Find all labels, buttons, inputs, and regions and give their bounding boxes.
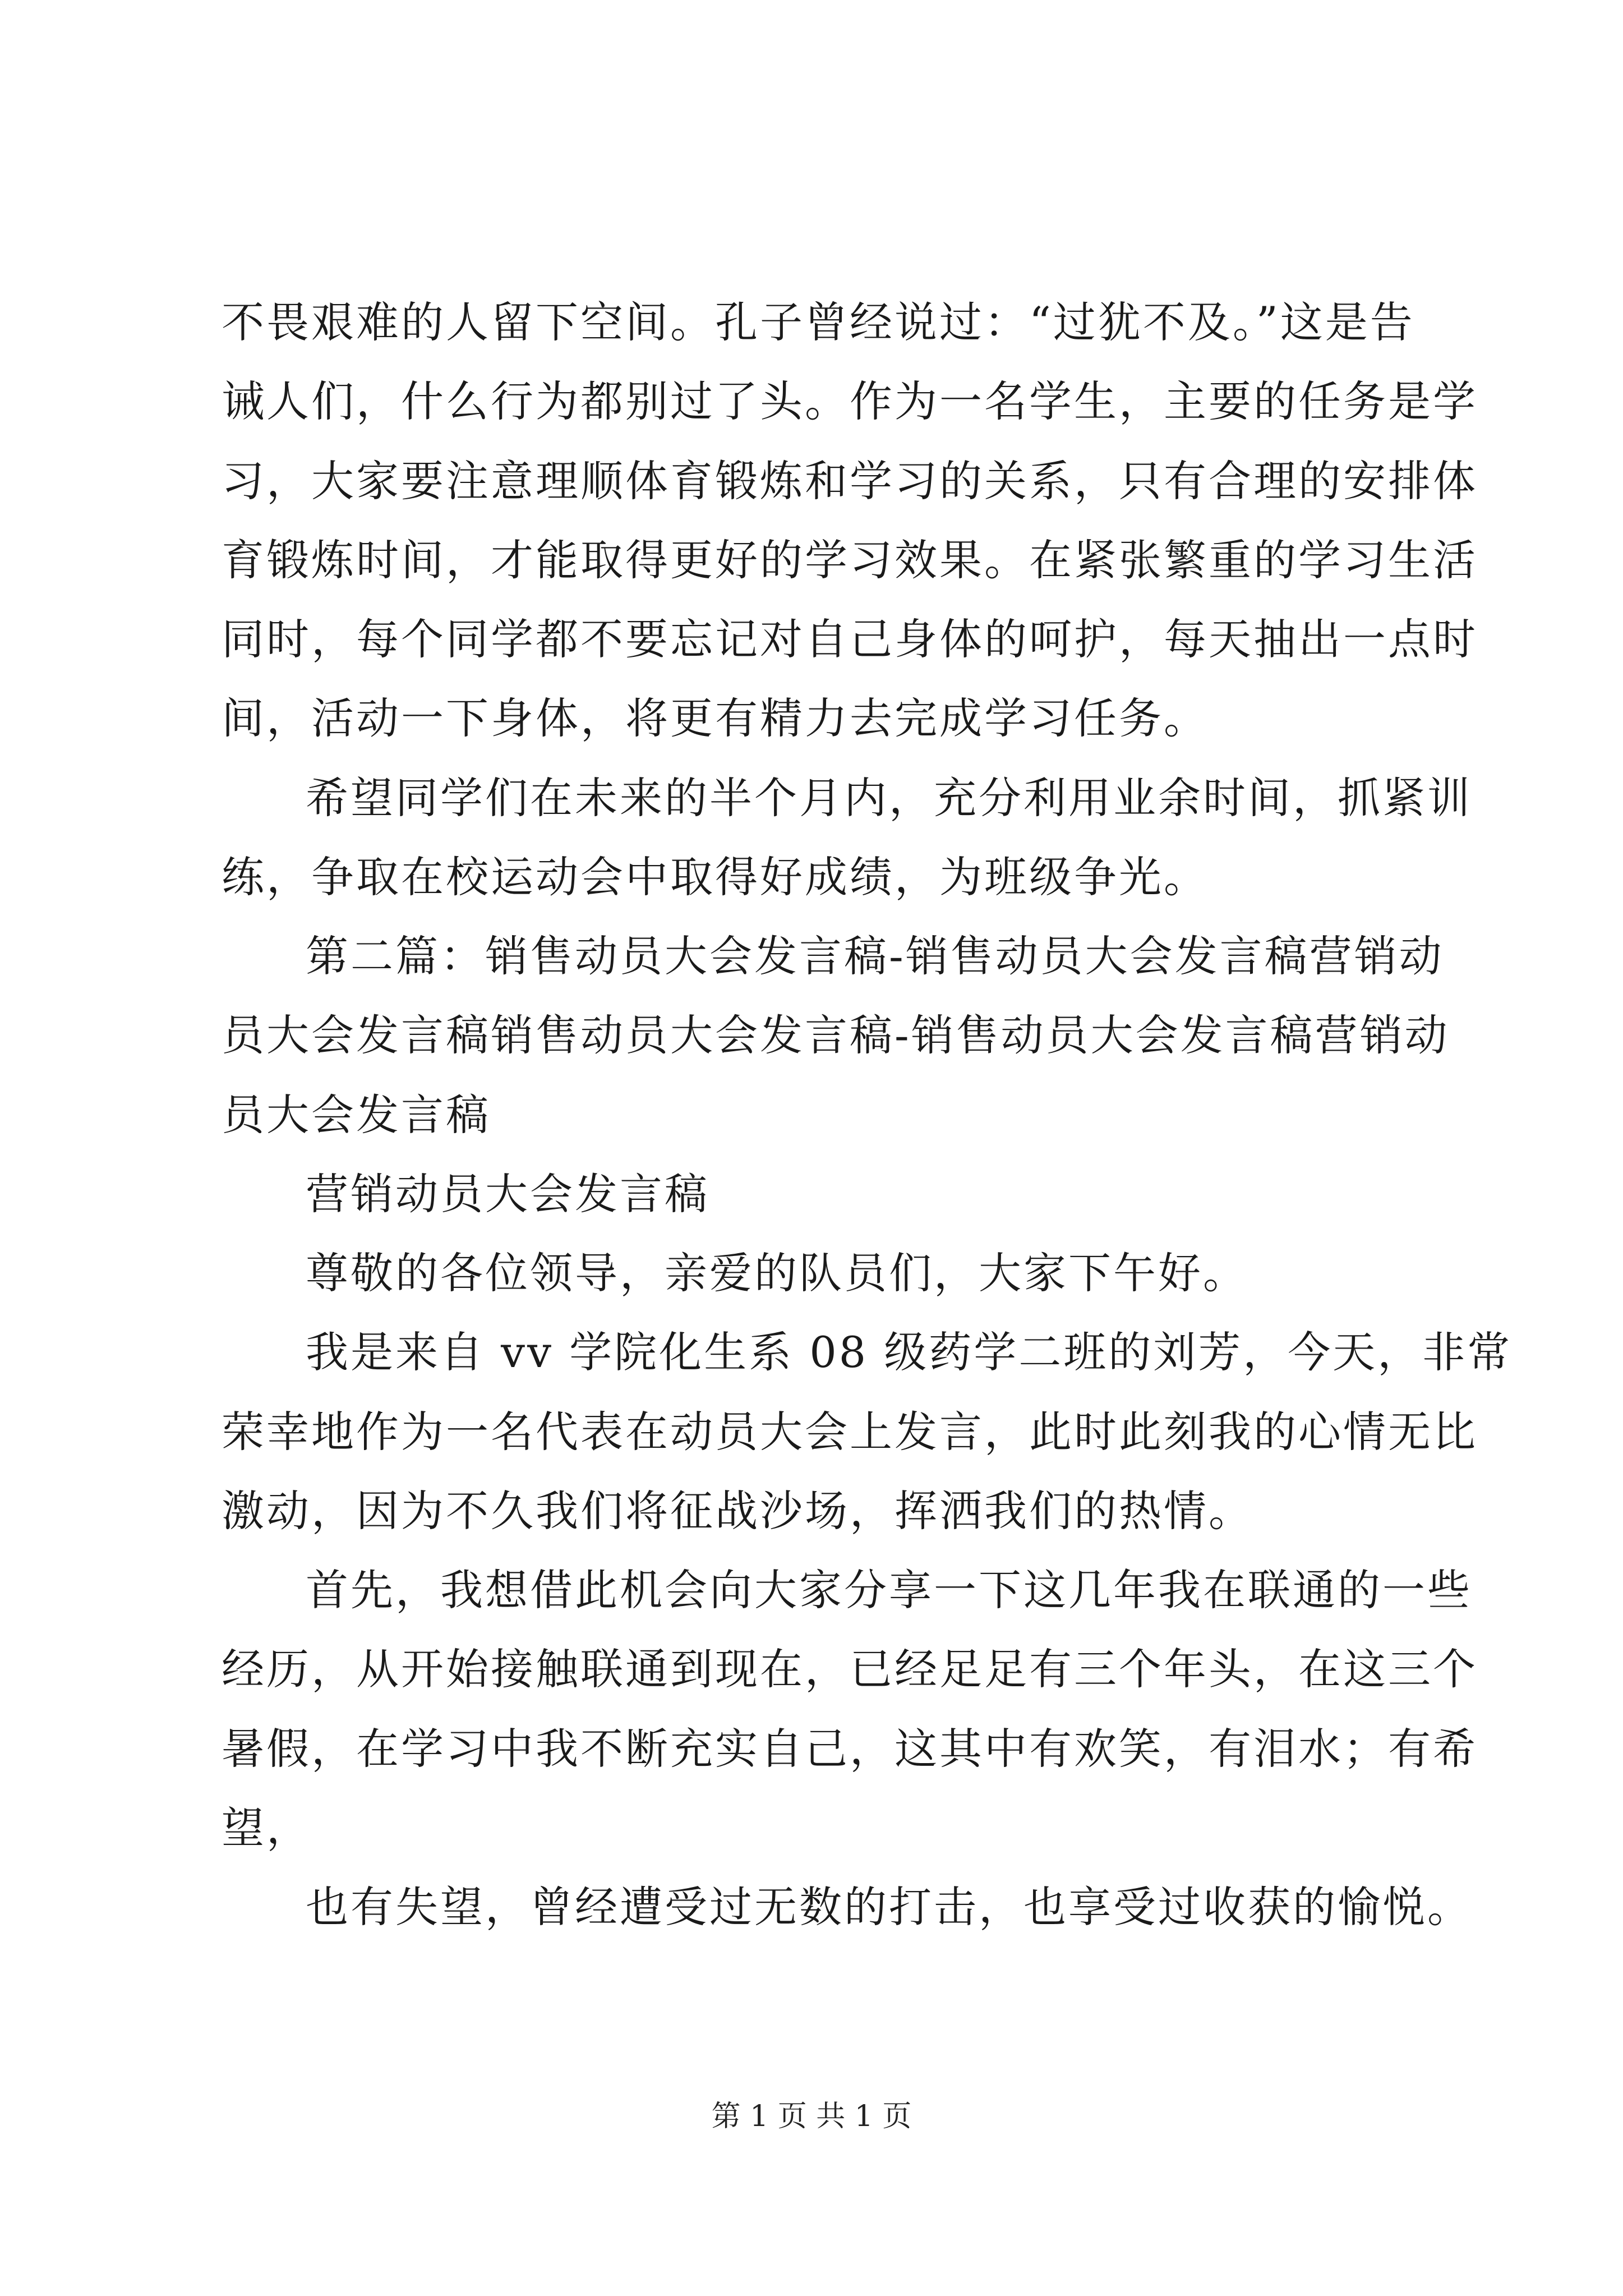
text-line: 望，	[222, 1803, 311, 1853]
page-number-footer: 第 1 页 共 1 页	[711, 2100, 912, 2133]
text-line: 育锻炼时间，才能取得更好的学习效果。在紧张繁重的学习生活	[222, 535, 1478, 585]
paragraph-start-line: 也有失望，曾经遭受过无数的打击，也享受过收获的愉悦。	[306, 1882, 1472, 1932]
text-line: 习，大家要注意理顺体育锻炼和学习的关系，只有合理的安排体	[222, 456, 1478, 506]
greeting-line: 尊敬的各位领导，亲爱的队员们，大家下午好。	[306, 1248, 1248, 1298]
paragraph-start-line: 希望同学们在未来的半个月内，充分利用业余时间，抓紧训	[306, 773, 1472, 823]
text-line: 激动，因为不久我们将征战沙场，挥洒我们的热情。	[222, 1486, 1253, 1536]
paragraph-start-line: 我是来自 vv 学院化生系 08 级药学二班的刘芳，今天，非常	[306, 1327, 1513, 1377]
section-heading-line: 员大会发言稿	[222, 1090, 491, 1140]
text-line: 荣幸地作为一名代表在动员大会上发言，此时此刻我的心情无比	[222, 1407, 1478, 1457]
text-line: 练，争取在校运动会中取得好成绩，为班级争光。	[222, 852, 1209, 902]
section-heading-line: 员大会发言稿销售动员大会发言稿-销售动员大会发言稿营销动	[222, 1010, 1450, 1060]
text-line: 不畏艰难的人留下空间。孔子曾经说过：“过犹不及。”这是告	[222, 297, 1415, 347]
paragraph-start-line: 首先，我想借此机会向大家分享一下这几年我在联通的一些	[306, 1565, 1472, 1615]
text-line: 诫人们，什么行为都别过了头。作为一名学生，主要的任务是学	[222, 376, 1478, 426]
text-line: 经历，从开始接触联通到现在，已经足足有三个年头，在这三个	[222, 1644, 1478, 1694]
speech-title: 营销动员大会发言稿	[306, 1169, 709, 1219]
text-line: 间，活动一下身体，将更有精力去完成学习任务。	[222, 693, 1209, 743]
section-heading-line: 第二篇：销售动员大会发言稿-销售动员大会发言稿营销动	[306, 931, 1444, 981]
text-line: 同时，每个同学都不要忘记对自己身体的呵护，每天抽出一点时	[222, 614, 1478, 664]
text-line: 暑假，在学习中我不断充实自己，这其中有欢笑，有泪水；有希	[222, 1724, 1478, 1774]
